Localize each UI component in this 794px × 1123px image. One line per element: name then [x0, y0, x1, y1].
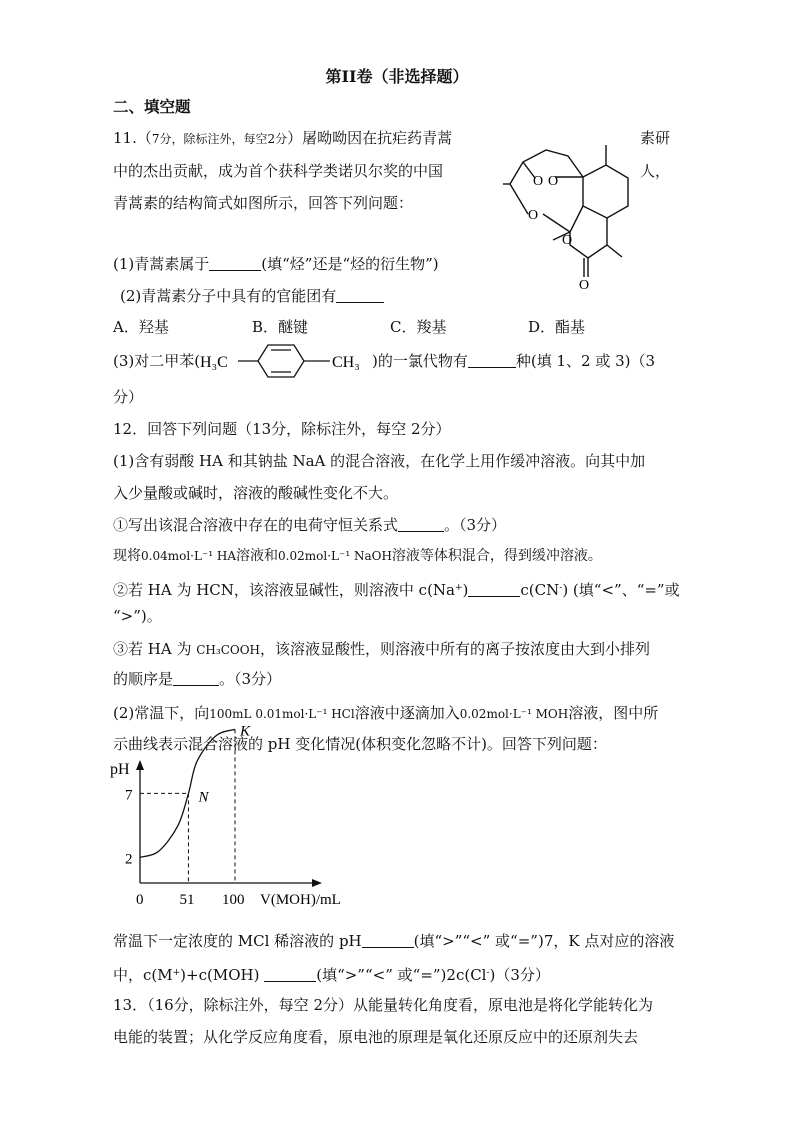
carbonyl-o-label: O: [579, 278, 590, 293]
q13-line1: 13．（16分，除标注外，每空 2分）从能量转化角度看，原电池是将化学能转化为: [113, 996, 653, 1014]
answer-blank[interactable]: [264, 966, 316, 982]
q12-p1-line2: 入少量酸或碱时，溶液的酸碱性变化不大。: [113, 484, 399, 502]
ether-o-label: O: [528, 208, 539, 223]
ch3-label: CH₃: [332, 354, 360, 371]
peroxide-o1-label: O: [533, 174, 544, 189]
q12-c1: ①写出该混合溶液中存在的电荷守恒关系式 。（3分）: [113, 516, 507, 534]
answer-blank[interactable]: [468, 581, 520, 597]
q12-c2: ②若 HA 为 HCN，该溶液显碱性，则溶液中 c(Na+) c(CN-) (填“<”、“=”或: [113, 581, 680, 599]
answer-blank[interactable]: [209, 255, 261, 271]
q12-p1-line1: (1)含有弱酸 HA 和其钠盐 NaA 的混合溶液，在化学上用作缓冲溶液。向其中加: [113, 452, 646, 470]
section-header: 二、填空题: [113, 97, 191, 116]
q12-c2-cont: “>”)。: [113, 607, 162, 625]
y-tick-label: 2: [125, 851, 133, 868]
q12-p2-line1: (2)常温下，向100mL 0.01mol·L⁻¹ HCl溶液中逐滴加入0.02mol·L⁻¹ MOH溶液，图中所: [113, 704, 659, 722]
x-axis-label: V(MOH)/mL: [260, 892, 341, 908]
q11-options: [113, 316, 713, 338]
q11-line-2-right: 人，: [640, 162, 671, 180]
answer-blank[interactable]: [398, 516, 444, 532]
option-d: D．酯基: [528, 318, 586, 336]
x-axis-arrow: [312, 879, 322, 887]
answer-blank[interactable]: [173, 670, 219, 686]
x-tick-label: 100: [222, 892, 245, 908]
page-title: 第II卷（非选择题）: [325, 67, 469, 86]
answer-blank[interactable]: [468, 352, 516, 368]
q11-sub1: (1)青蒿素属于 (填“烃”还是“烃的衍生物”): [113, 255, 439, 273]
option-b: B．醚键: [252, 318, 309, 336]
q11-line-1: 11.（7分，除标注外，每空2分）屠呦呦因在抗疟药青蒿: [113, 129, 453, 147]
q11-line-2: 中的杰出贡献，成为首个获科学类诺贝尔奖的中国: [113, 162, 444, 180]
y-axis-arrow: [136, 760, 144, 770]
option-c: C．羧基: [390, 318, 447, 336]
x-tick-label: 0: [136, 892, 144, 908]
peroxide-o2-label: O: [548, 174, 559, 189]
answer-blank[interactable]: [336, 287, 384, 303]
y-axis-label: pH: [110, 761, 130, 778]
x-tick-label: 51: [179, 892, 195, 908]
q12-c3-cont: 的顺序是 。（3分）: [113, 670, 282, 688]
q12-header: 12．回答下列问题（13分，除标注外，每空 2分）: [113, 420, 451, 438]
q12-ans2: 中，c(M+)+c(MOH) (填“>”“<” 或“=”)2c(Cl-)（3分）: [113, 966, 550, 984]
q12-mix: 现将0.04mol·L⁻¹ HA溶液和0.02mol·L⁻¹ NaOH溶液等体积混合，得到缓冲溶液。: [113, 548, 602, 564]
q11-sub2: (2)青蒿素分子中具有的官能团有: [120, 285, 384, 307]
lactone-o-label: O: [562, 233, 573, 248]
artemisinin-structure: [498, 132, 638, 294]
h3c-label: H₃C: [200, 354, 228, 371]
q12-c3: ③若 HA 为 CH₃COOH，该溶液显酸性，则溶液中所有的离子按浓度由大到小排列: [113, 640, 651, 658]
q11-sub3-cont: 分）: [113, 388, 144, 406]
answer-blank[interactable]: [362, 932, 414, 948]
point-k-label: K: [240, 723, 251, 740]
q12-p2-line2: 示曲线表示混合溶液的 pH 变化情况(体积变化忽略不计)。回答下列问题：: [113, 735, 607, 753]
q12-ans1: 常温下一定浓度的 MCl 稀溶液的 pH (填“>”“<” 或“=”)7，K 点对应的溶液: [113, 932, 675, 950]
q11-line-3: 青蒿素的结构简式如图所示，回答下列问题：: [113, 194, 414, 212]
point-n-label: N: [198, 789, 209, 806]
p-xylene-structure: [198, 342, 376, 380]
q13-line2: 电能的装置；从化学反应角度看，原电池的原理是氧化还原反应中的还原剂失去: [113, 1028, 639, 1046]
q11-sub3: (3)对二甲苯(: [113, 352, 201, 370]
option-a: A．羟基: [113, 318, 169, 336]
q11-sub3-tail: )的一氯代物有 种(填 1、2 或 3)（3: [372, 352, 656, 370]
y-tick-label: 7: [125, 787, 133, 804]
q11-line-1-right: 素研: [640, 129, 671, 147]
